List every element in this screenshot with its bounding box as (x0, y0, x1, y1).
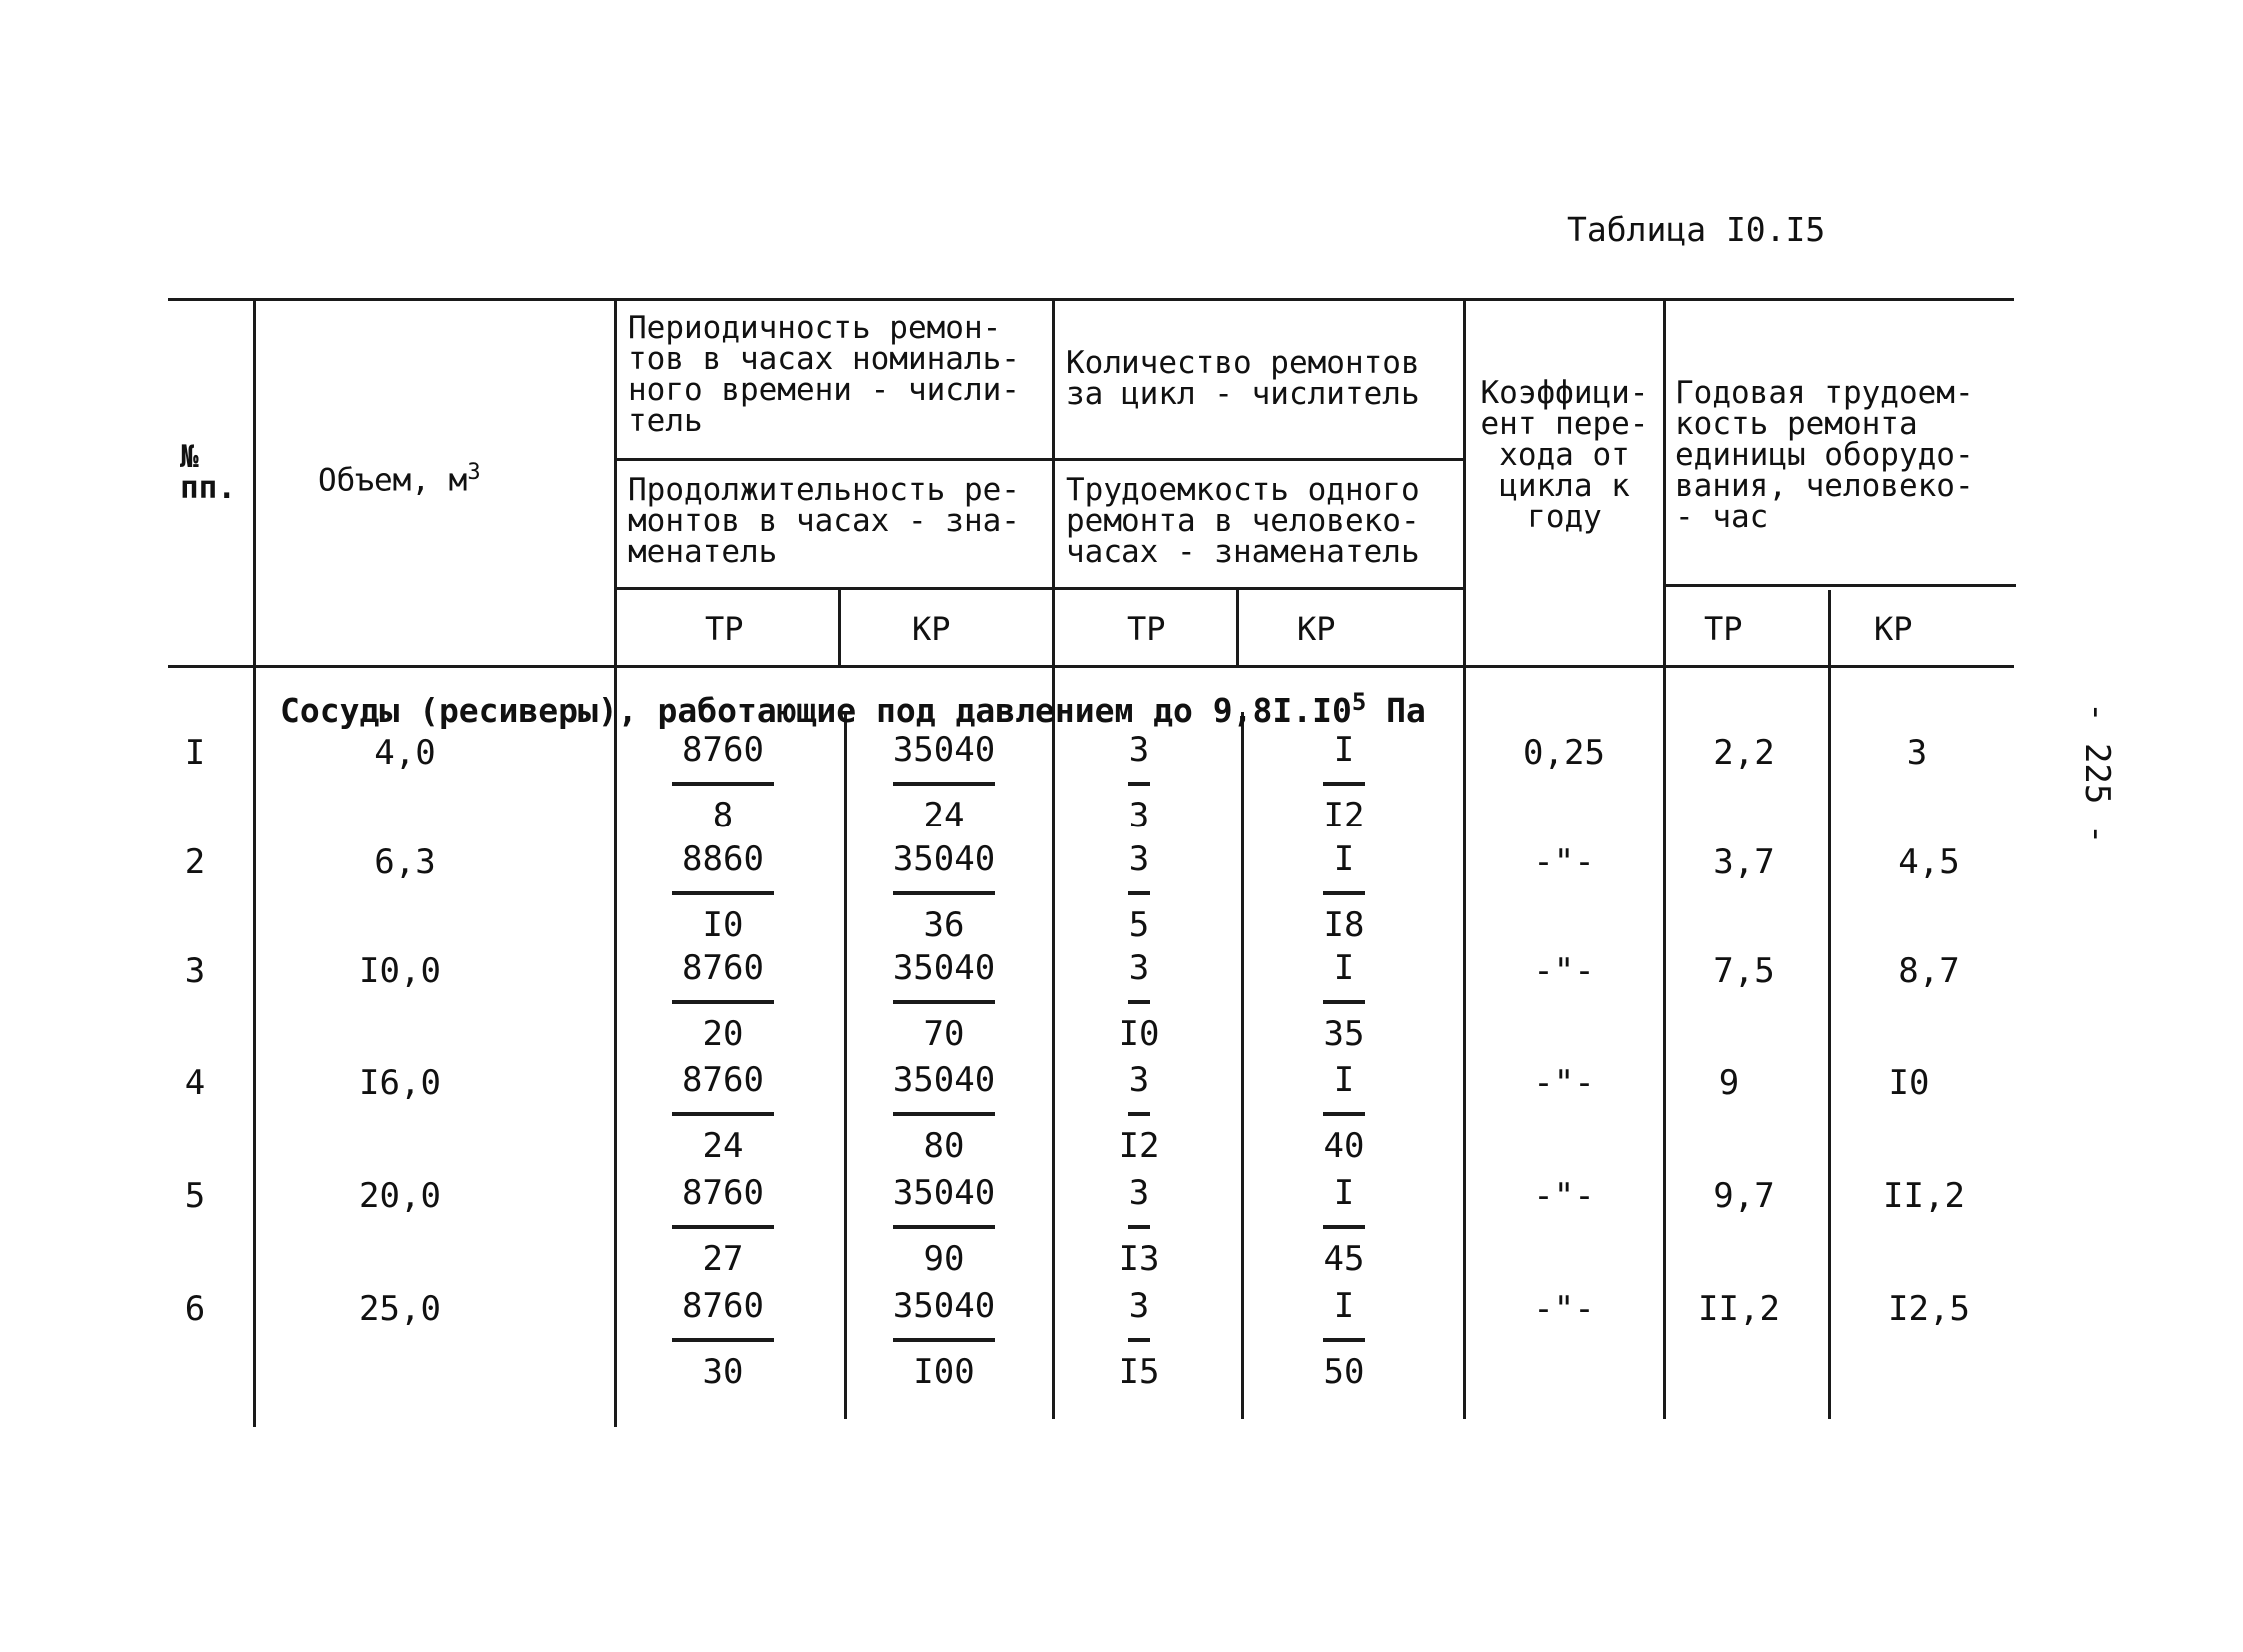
annual-kr-cell: I0 (1888, 1063, 1930, 1103)
header-count-tr: ТР (1127, 610, 1166, 648)
header-period-kr: КР (912, 610, 951, 648)
col-rule-8 (1828, 590, 1831, 1419)
count-kr-fraction: I 40 (1323, 1060, 1365, 1166)
row-number: 4 (184, 1063, 206, 1103)
coef-cell: 0,25 (1523, 733, 1605, 773)
annual-kr-cell: I2,5 (1888, 1289, 1970, 1329)
col-rule-3b (844, 712, 847, 1419)
col-rule-7 (1663, 298, 1666, 1419)
period-tr-fraction: 8760 30 (668, 1284, 778, 1394)
coef-cell: -"- (1533, 1176, 1595, 1216)
table-title: Таблица I0.I5 (1567, 210, 1826, 249)
period-tr-fraction: 8860 I0 (668, 837, 778, 947)
volume-cell: 4,0 (374, 733, 436, 773)
count-tr-fraction: 3 I3 (1119, 1173, 1160, 1279)
volume-cell: 20,0 (359, 1176, 441, 1216)
header-mid-rule (614, 458, 1465, 461)
coef-cell: -"- (1533, 1289, 1595, 1329)
header-coef: Коэффици- ент пере- хода от цикла к году (1480, 375, 1649, 535)
header-annual-rule (1664, 584, 2016, 587)
row-number: I (184, 733, 206, 773)
volume-cell: 6,3 (374, 842, 436, 882)
period-kr-fraction: 35040 90 (892, 1173, 996, 1279)
row-number: 3 (184, 951, 206, 991)
header-sub-rule (614, 587, 1465, 590)
annual-tr-cell: 3,7 (1713, 842, 1775, 882)
period-kr-fraction: 35040 24 (892, 730, 996, 835)
coef-cell: -"- (1533, 1063, 1595, 1103)
header-count-kr: КР (1297, 610, 1336, 648)
row-number: 6 (184, 1289, 206, 1329)
col-rule-5 (1236, 590, 1239, 665)
top-rule (168, 298, 2014, 301)
annual-kr-cell: 3 (1906, 733, 1928, 773)
col-rule-2 (614, 298, 617, 1427)
page-number: - 225 - (2077, 702, 2117, 845)
period-kr-fraction: 35040 80 (892, 1060, 996, 1166)
header-annual-labor: Годовая трудоем- кость ремонта единицы оборудо- вания, человеко- - час (1675, 375, 1974, 535)
coef-cell: -"- (1533, 842, 1595, 882)
count-tr-fraction: 3 3 (1128, 730, 1150, 835)
annual-kr-cell: 4,5 (1898, 842, 1960, 882)
coef-cell: -"- (1533, 951, 1595, 991)
period-tr-fraction: 8760 8 (668, 728, 778, 837)
col-rule-4 (1052, 298, 1055, 1419)
volume-cell: I0,0 (359, 951, 441, 991)
count-kr-fraction: I I8 (1323, 839, 1365, 945)
period-tr-fraction: 8760 24 (668, 1058, 778, 1168)
header-bottom-rule (168, 665, 2014, 668)
header-periodicity: Периодичность ремон- тов в часах номиналь- ного времени - числи- тель (628, 310, 1020, 439)
volume-cell: 25,0 (359, 1289, 441, 1329)
annual-tr-cell: 9,7 (1713, 1176, 1775, 1216)
header-period-tr: ТР (705, 610, 744, 648)
annual-tr-cell: II,2 (1698, 1289, 1780, 1329)
annual-kr-cell: II,2 (1883, 1176, 1965, 1216)
count-tr-fraction: 3 I5 (1119, 1286, 1160, 1392)
period-kr-fraction: 35040 36 (892, 839, 996, 945)
col-rule-6 (1463, 298, 1466, 1419)
period-tr-fraction: 8760 27 (668, 1171, 778, 1281)
header-duration: Продолжительность ре- монтов в часах - зна- менатель (628, 472, 1020, 570)
header-annual-tr: ТР (1704, 610, 1743, 648)
count-tr-fraction: 3 5 (1128, 839, 1150, 945)
period-tr-fraction: 8760 20 (668, 946, 778, 1056)
count-kr-fraction: I I2 (1323, 730, 1365, 835)
header-labor-one: Трудоемкость одного ремонта в человеко- часах - знаменатель (1066, 472, 1420, 570)
period-kr-fraction: 35040 70 (892, 948, 996, 1054)
count-kr-fraction: I 45 (1323, 1173, 1365, 1279)
count-kr-fraction: I 35 (1323, 948, 1365, 1054)
section-title: Сосуды (ресиверы), работающие под давлением до $9,8I.I0^5$ Па (280, 688, 1426, 730)
row-number: 2 (184, 842, 206, 882)
row-number: 5 (184, 1176, 206, 1216)
annual-tr-cell: 9 (1718, 1063, 1740, 1103)
annual-kr-cell: 8,7 (1898, 951, 1960, 991)
count-kr-fraction: I 50 (1323, 1286, 1365, 1392)
header-annual-kr: КР (1874, 610, 1913, 648)
count-tr-fraction: 3 I2 (1119, 1060, 1160, 1166)
header-count: Количество ремонтов за цикл - числитель (1066, 345, 1420, 412)
period-kr-fraction: 35040 I00 (892, 1286, 996, 1392)
header-volume: Объем, $м^3$ (318, 460, 481, 499)
count-tr-fraction: 3 I0 (1119, 948, 1160, 1054)
col-rule-5b (1241, 712, 1244, 1419)
annual-tr-cell: 7,5 (1713, 951, 1775, 991)
volume-cell: I6,0 (359, 1063, 441, 1103)
header-num: № пп. (180, 439, 236, 506)
col-rule-3 (838, 590, 841, 665)
annual-tr-cell: 2,2 (1713, 733, 1775, 773)
